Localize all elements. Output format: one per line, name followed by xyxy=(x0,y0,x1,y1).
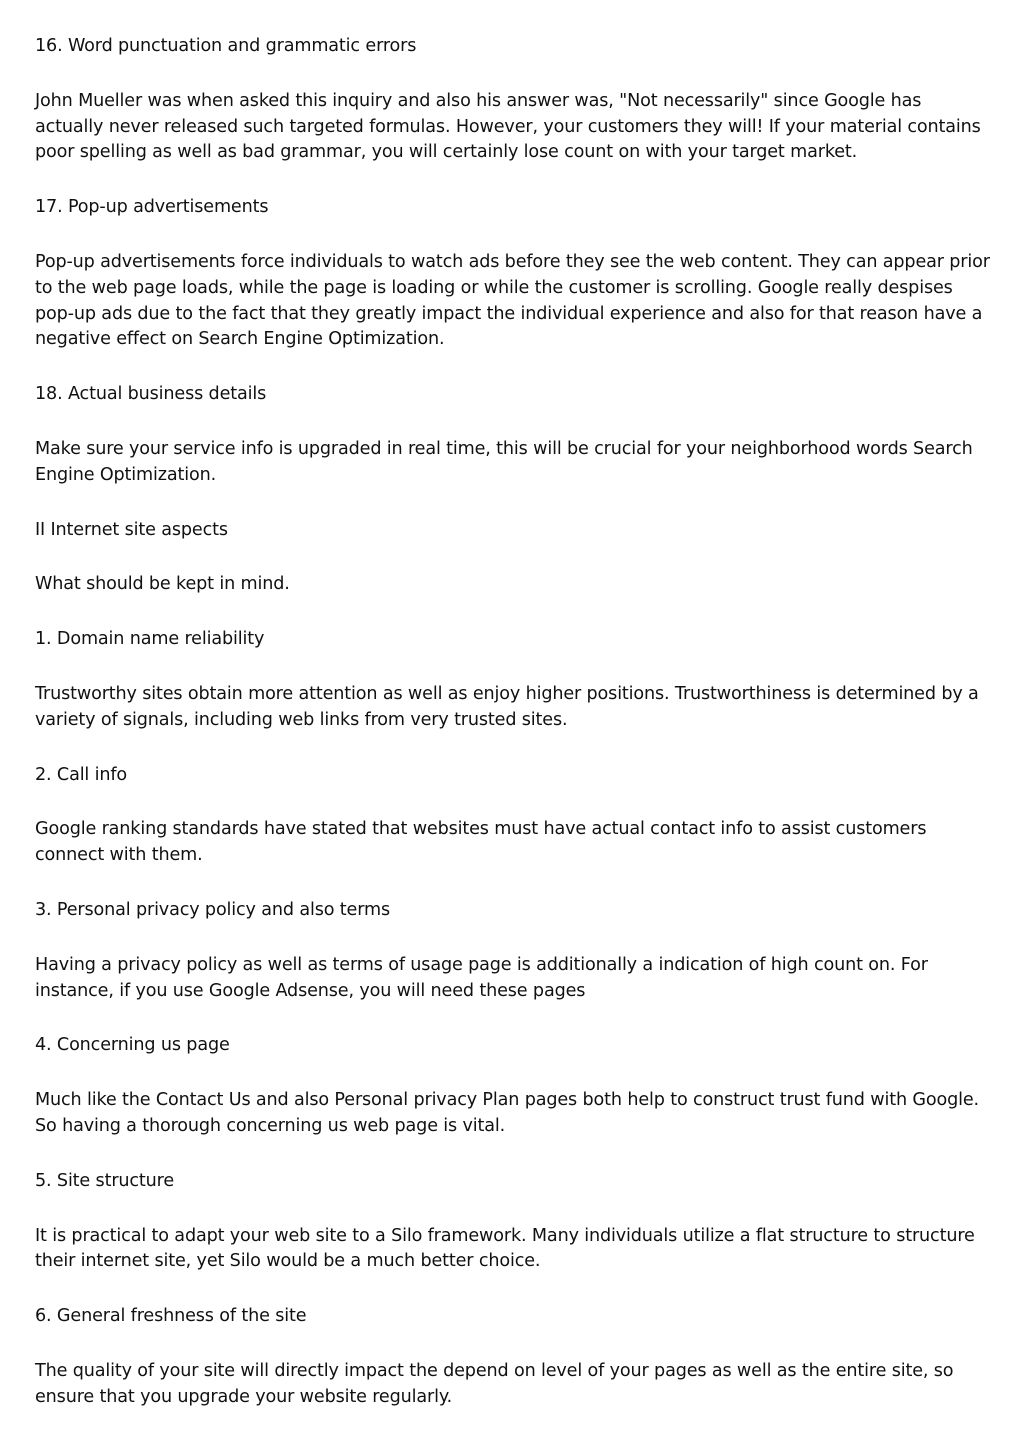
item-paragraph: The quality of your site will directly impact the depend on level of your pages as well as the entire site, so ensure that you upgrade your website regularly. xyxy=(35,1360,954,1407)
section-paragraph: Pop-up advertisements force individuals to watch ads before they see the web content. They can appear prior to the web page loads, while the page is loading or while the customer is scrolling. Google really despises pop-up ads due to the fact that they greatly impact the individual experience and also for that reason have a negative effect on Search Engine Optimization. xyxy=(35,251,990,350)
part-intro: What should be kept in mind. xyxy=(35,574,290,595)
document-body xyxy=(35,34,990,1440)
item-paragraph: Trustworthy sites obtain more attention as well as enjoy higher positions. Trustworthiness is determined by a variety of signals, including web links from very trusted sites. xyxy=(35,683,979,730)
item-heading: 2. Call info xyxy=(35,764,128,785)
part-title: II Internet site aspects xyxy=(35,519,228,540)
section-heading: 17. Pop-up advertisements xyxy=(35,197,269,218)
section-heading: 18. Actual business details xyxy=(35,384,267,405)
item-paragraph: Google ranking standards have stated that websites must have actual contact info to assist customers connect with them. xyxy=(35,819,927,866)
section-heading: 16. Word punctuation and grammatic errors xyxy=(35,36,417,56)
item-heading: 5. Site structure xyxy=(35,1170,175,1191)
item-paragraph: Much like the Contact Us and also Personal privacy Plan pages both help to construct trust fund with Google. So having a thorough concerning us web page is vital. xyxy=(35,1090,979,1136)
item-paragraph: It is practical to adapt your web site to a Silo framework. Many individuals utilize a flat structure to structure their internet site, yet Silo would be a much better choice. xyxy=(35,1225,975,1272)
section-paragraph: John Mueller was when asked this inquiry and also his answer was, "Not necessarily" since Google has actually never released such targeted formulas. However, your customers they will! If your material contains poor spelling as well as bad grammar, you will certainly lose count on with your target market. xyxy=(35,90,981,163)
section-paragraph: Make sure your service info is upgraded in real time, this will be crucial for your neighborhood words Search Engine Optimization. xyxy=(35,438,973,485)
item-heading: 4. Concerning us page xyxy=(35,1035,230,1056)
item-paragraph: Having a privacy policy as well as terms of usage page is additionally a indication of high count on. For instance, if you use Google Adsense, you will need these pages xyxy=(35,954,928,1001)
item-heading: 6. General freshness of the site xyxy=(35,1306,307,1327)
item-heading: 1. Domain name reliability xyxy=(35,629,265,650)
item-heading: 3. Personal privacy policy and also terms xyxy=(35,899,390,920)
